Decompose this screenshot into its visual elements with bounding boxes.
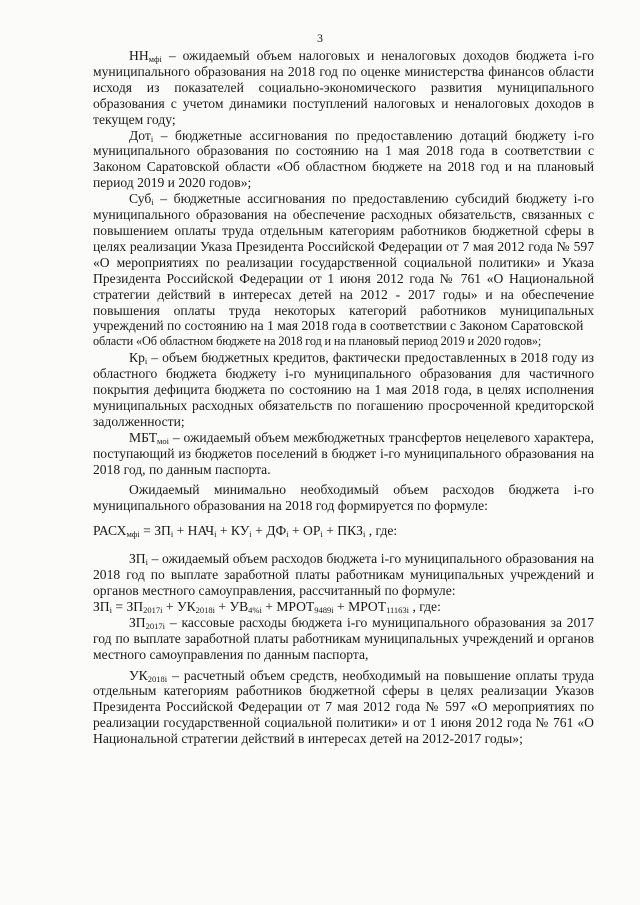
symbol-mbt: МБТ [129,429,158,445]
symbol-subscript: i [144,356,148,367]
paragraph-kr [93,350,594,430]
symbol-dot: Дот [129,127,151,143]
formula-subscript: i [109,604,113,615]
paragraph-text: – ожидаемый объем налоговых и неналоговых доходов бюджета i-го муниципального образования на 2018 год по оценке министерства финансов области исходя из показателей социально-экономического развития муниципального образования с учетом динамики поступлений налоговых и неналоговых доходов в текущем году; [93,48,594,127]
paragraph-text: – кассовые расходы бюджета i-го муниципального образования за 2017 год по выплате заработной платы работникам муниципальных учреждений и органов местного самоуправления по данным паспорта, [93,614,594,662]
symbol-subscript: 2017i [145,620,166,631]
formula-term: + КУ [216,523,250,539]
formula-subscript: 2017i [143,604,163,615]
symbol-subscript: i [145,557,149,568]
paragraph-text: – расчетный объем средств, необходимый на повышение оплаты труда отдельным категориям работников бюджетной сферы в целях реализации Указов Президента Российской Федерации от 7 мая 2012 года № 597 «О мероприятиях по реализации государственной социальной политики» и от 1 июня 2012 года № 761 «О Национальной стратегии действий в интересах детей на 2012-2017 годы»; [93,667,594,747]
formula-subscript: 4%i [248,604,262,615]
formula-subscript: мфi [126,529,140,540]
symbol-subscript: i [151,197,154,208]
paragraph-zp [93,551,594,599]
formula-rashod [93,523,594,539]
paragraph-mbt [93,430,594,478]
symbol-nn: НН [129,48,149,63]
symbol-uk2018: УК [129,667,148,683]
paragraph-uk2018 [93,668,594,748]
formula-zp [93,599,594,615]
paragraph-text: – ожидаемый объем расходов бюджета i-го муниципального образования на 2018 год по выплате заработной платы работникам муниципальных учреждений и органов местного самоуправления, рассчитанный по формуле: [93,551,594,598]
symbol-sub: Суб [129,191,152,207]
formula-term: + ДФ [251,523,287,539]
formula-term: + МРОТ [333,598,387,614]
formula-term: + НАЧ [173,523,215,539]
paragraph-formula-intro: Ожидаемый минимально необходимый объем расходов бюджета i-го муниципального образования на 2018 год формируется по формуле: [93,482,594,514]
formula-term: ЗП [93,598,110,614]
formula-subscript: i [249,529,252,540]
formula-term: = ЗП [139,523,171,539]
paragraph-text: – ожидаемый объем межбюджетных трансфертов нецелевого характера, поступающий из бюджетов поселений в бюджет i-го муниципального образования на 2018 год, по данным паспорта. [93,429,594,477]
formula-subscript: i [320,529,323,540]
formula-term: + ПКЗ [322,523,363,539]
paragraph-sub [93,191,594,334]
symbol-kr: Кр [129,350,145,366]
formula-subscript: i [214,529,217,540]
symbol-subscript: i [150,133,154,144]
paragraph-dot [93,128,594,192]
formula-subscript: i [170,529,174,540]
document-body [93,48,594,747]
page-number: 3 [317,31,323,45]
formula-subscript: 11163i [386,604,410,615]
formula-subscript: i [362,529,366,540]
formula-subscript: 9489i [314,604,334,615]
formula-term: + УК [162,598,196,614]
symbol-zp2017: ЗП [129,614,146,630]
paragraph-text: – бюджетные ассигнования по предоставлению субсидий бюджету i-го муниципального образования на обеспечение расходных обязательств, связанных с повышением оплаты труда отдельным категориям работников бюджетной сферы в целях реализации Указа Президента Российской Федерации от 7 мая 2012 года № 597 «О мероприятиях по реализации государственной социальной политики» и Указа Президента Российской Федерации от 1 июня 2012 года № 761 «О Национальной стратегии действий в интересах детей на 2012 - 2017 годы» и на обеспечение повышения оплаты труда некоторых категорий работников муниципальных учреждений по состоянию на 1 мая 2018 года в соответствии с Законом Саратовской [93,191,594,334]
formula-term: = ЗП [112,598,144,614]
formula-tail: , где: [409,598,441,614]
symbol-zp: ЗП [129,551,146,567]
paragraph-sub-tail: области «Об областном бюджете на 2018 год и на плановый период 2019 и 2020 годов»; [93,334,542,349]
symbol-subscript: мфi [148,54,162,64]
formula-term: + УВ [215,598,249,614]
formula-term: РАСХ [93,523,127,539]
formula-tail: , где: [365,523,398,539]
paragraph-text: – объем бюджетных кредитов, фактически предоставленных в 2018 году из областного бюджета бюджету i-го муниципального образования для частичного покрытия дефицита бюджета по состоянию на 1 мая 2018 года, в целях исполнения муниципальных расходных обязательств по погашению просроченной кредиторской задолженности; [93,350,594,429]
paragraph-zp2017 [93,615,594,663]
paragraph-nn [93,48,594,128]
symbol-subscript: 2018i [147,673,168,684]
formula-term: + ОР [288,523,321,539]
formula-subscript: i [286,529,289,540]
formula-subscript: 2018i [195,604,216,615]
formula-term: + МРОТ [261,598,315,614]
symbol-subscript: моi [157,435,170,446]
paragraph-text: – бюджетные ассигнования по предоставлению дотаций бюджету i-го муниципального образования по состоянию на 1 мая 2018 года в соответствии с Законом Саратовской области «Об областном бюджете на 2018 год и на плановый период 2019 и 2020 годов»; [93,127,594,191]
